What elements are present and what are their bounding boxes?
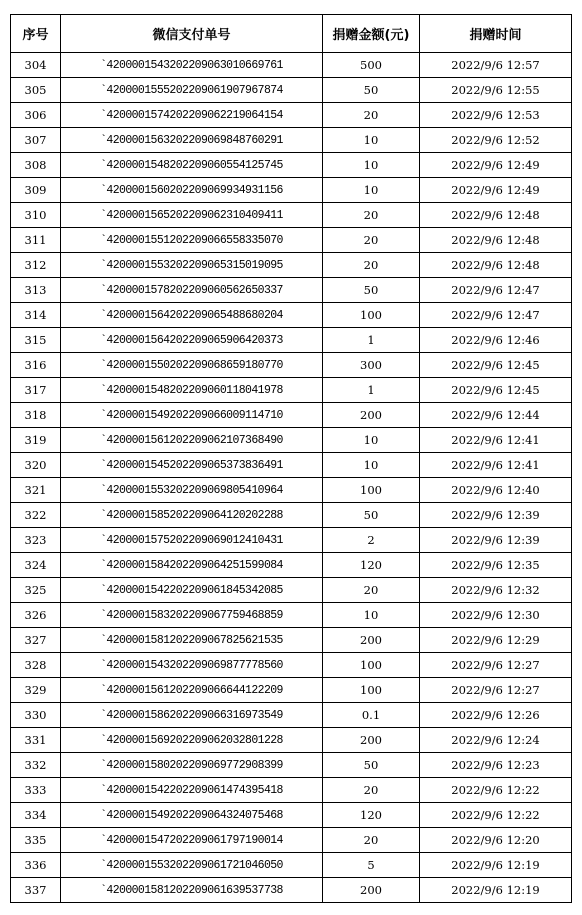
- cell-serial-number: 314: [11, 303, 61, 328]
- table-row: [11, 653, 572, 678]
- table-row: [11, 628, 572, 653]
- cell-order-number: `4200001586202209066316973549: [61, 703, 323, 728]
- cell-serial-number: 323: [11, 528, 61, 553]
- cell-serial-number: 325: [11, 578, 61, 603]
- cell-time: 2022/9/6 12:26: [420, 703, 572, 728]
- cell-time: 2022/9/6 12:57: [420, 53, 572, 78]
- cell-order-number: `4200001542202209061474395418: [61, 778, 323, 803]
- cell-serial-number: 324: [11, 553, 61, 578]
- cell-order-number: `4200001564202209065906420373: [61, 328, 323, 353]
- cell-order-number: `4200001550202209068659180770: [61, 353, 323, 378]
- cell-amount: 10: [323, 428, 420, 453]
- header-serial-number: 序号: [11, 15, 61, 53]
- table-row: [11, 753, 572, 778]
- cell-order-number: `4200001585202209064120202288: [61, 503, 323, 528]
- cell-order-number: `4200001555202209061907967874: [61, 78, 323, 103]
- cell-time: 2022/9/6 12:35: [420, 553, 572, 578]
- table-row: [11, 178, 572, 203]
- cell-order-number: `4200001560202209069934931156: [61, 178, 323, 203]
- cell-time: 2022/9/6 12:32: [420, 578, 572, 603]
- table-row: [11, 428, 572, 453]
- cell-order-number: `4200001545202209065373836491: [61, 453, 323, 478]
- cell-amount: 100: [323, 678, 420, 703]
- table-row: [11, 528, 572, 553]
- cell-time: 2022/9/6 12:48: [420, 228, 572, 253]
- cell-time: 2022/9/6 12:45: [420, 378, 572, 403]
- cell-time: 2022/9/6 12:19: [420, 853, 572, 878]
- cell-time: 2022/9/6 12:27: [420, 653, 572, 678]
- cell-amount: 20: [323, 778, 420, 803]
- table-row: [11, 303, 572, 328]
- cell-amount: 50: [323, 78, 420, 103]
- table-row: [11, 503, 572, 528]
- cell-serial-number: 334: [11, 803, 61, 828]
- cell-time: 2022/9/6 12:23: [420, 753, 572, 778]
- cell-order-number: `4200001575202209069012410431: [61, 528, 323, 553]
- table-row: [11, 253, 572, 278]
- cell-amount: 200: [323, 878, 420, 903]
- cell-time: 2022/9/6 12:48: [420, 253, 572, 278]
- cell-amount: 2: [323, 528, 420, 553]
- table-row: [11, 128, 572, 153]
- table-row: [11, 228, 572, 253]
- table-row: [11, 328, 572, 353]
- table-row: [11, 878, 572, 903]
- table-row: [11, 703, 572, 728]
- cell-order-number: `4200001565202209062310409411: [61, 203, 323, 228]
- cell-time: 2022/9/6 12:24: [420, 728, 572, 753]
- cell-time: 2022/9/6 12:53: [420, 103, 572, 128]
- cell-serial-number: 309: [11, 178, 61, 203]
- cell-time: 2022/9/6 12:41: [420, 428, 572, 453]
- cell-order-number: `4200001581202209067825621535: [61, 628, 323, 653]
- cell-amount: 10: [323, 128, 420, 153]
- cell-serial-number: 316: [11, 353, 61, 378]
- cell-order-number: `4200001548202209060118041978: [61, 378, 323, 403]
- cell-amount: 300: [323, 353, 420, 378]
- cell-amount: 50: [323, 278, 420, 303]
- cell-order-number: `4200001548202209060554125745: [61, 153, 323, 178]
- cell-serial-number: 318: [11, 403, 61, 428]
- cell-amount: 20: [323, 228, 420, 253]
- cell-time: 2022/9/6 12:22: [420, 778, 572, 803]
- cell-amount: 0.1: [323, 703, 420, 728]
- table-header-row: [11, 15, 572, 53]
- cell-order-number: `4200001583202209067759468859: [61, 603, 323, 628]
- table-row: [11, 578, 572, 603]
- cell-order-number: `4200001581202209061639537738: [61, 878, 323, 903]
- table-row: [11, 353, 572, 378]
- table-row: [11, 53, 572, 78]
- cell-serial-number: 335: [11, 828, 61, 853]
- cell-order-number: `4200001564202209065488680204: [61, 303, 323, 328]
- cell-serial-number: 330: [11, 703, 61, 728]
- cell-time: 2022/9/6 12:49: [420, 153, 572, 178]
- table-row: [11, 203, 572, 228]
- cell-serial-number: 312: [11, 253, 61, 278]
- cell-order-number: `4200001549202209066009114710: [61, 403, 323, 428]
- table-body: [11, 53, 572, 903]
- cell-amount: 500: [323, 53, 420, 78]
- table-row: [11, 803, 572, 828]
- cell-amount: 1: [323, 378, 420, 403]
- cell-amount: 120: [323, 553, 420, 578]
- cell-amount: 200: [323, 728, 420, 753]
- cell-time: 2022/9/6 12:22: [420, 803, 572, 828]
- cell-serial-number: 337: [11, 878, 61, 903]
- cell-serial-number: 321: [11, 478, 61, 503]
- cell-amount: 10: [323, 453, 420, 478]
- table-row: [11, 278, 572, 303]
- cell-serial-number: 322: [11, 503, 61, 528]
- cell-amount: 20: [323, 828, 420, 853]
- cell-order-number: `4200001569202209062032801228: [61, 728, 323, 753]
- cell-amount: 20: [323, 578, 420, 603]
- cell-time: 2022/9/6 12:39: [420, 503, 572, 528]
- cell-amount: 200: [323, 403, 420, 428]
- cell-amount: 50: [323, 753, 420, 778]
- table-row: [11, 553, 572, 578]
- cell-serial-number: 313: [11, 278, 61, 303]
- cell-amount: 100: [323, 478, 420, 503]
- table-row: [11, 403, 572, 428]
- donation-table: [10, 14, 572, 903]
- cell-serial-number: 308: [11, 153, 61, 178]
- table-row: [11, 103, 572, 128]
- cell-amount: 200: [323, 628, 420, 653]
- cell-order-number: `4200001578202209060562650337: [61, 278, 323, 303]
- header-donation-amount: 捐赠金额(元): [323, 15, 420, 53]
- table-row: [11, 478, 572, 503]
- cell-order-number: `4200001547202209061797190014: [61, 828, 323, 853]
- cell-order-number: `4200001549202209064324075468: [61, 803, 323, 828]
- cell-serial-number: 307: [11, 128, 61, 153]
- cell-time: 2022/9/6 12:45: [420, 353, 572, 378]
- cell-amount: 100: [323, 653, 420, 678]
- cell-time: 2022/9/6 12:46: [420, 328, 572, 353]
- cell-time: 2022/9/6 12:30: [420, 603, 572, 628]
- cell-serial-number: 336: [11, 853, 61, 878]
- cell-order-number: `4200001553202209061721046050: [61, 853, 323, 878]
- cell-order-number: `4200001551202209066558335070: [61, 228, 323, 253]
- cell-time: 2022/9/6 12:40: [420, 478, 572, 503]
- cell-serial-number: 305: [11, 78, 61, 103]
- cell-amount: 10: [323, 603, 420, 628]
- cell-time: 2022/9/6 12:47: [420, 303, 572, 328]
- cell-time: 2022/9/6 12:20: [420, 828, 572, 853]
- cell-amount: 10: [323, 153, 420, 178]
- cell-time: 2022/9/6 12:48: [420, 203, 572, 228]
- cell-time: 2022/9/6 12:27: [420, 678, 572, 703]
- cell-serial-number: 311: [11, 228, 61, 253]
- cell-time: 2022/9/6 12:52: [420, 128, 572, 153]
- cell-order-number: `4200001553202209069805410964: [61, 478, 323, 503]
- cell-serial-number: 328: [11, 653, 61, 678]
- cell-amount: 20: [323, 203, 420, 228]
- cell-time: 2022/9/6 12:19: [420, 878, 572, 903]
- table-row: [11, 603, 572, 628]
- cell-amount: 5: [323, 853, 420, 878]
- cell-serial-number: 317: [11, 378, 61, 403]
- cell-time: 2022/9/6 12:49: [420, 178, 572, 203]
- cell-order-number: `4200001580202209069772908399: [61, 753, 323, 778]
- table-row: [11, 453, 572, 478]
- cell-amount: 10: [323, 178, 420, 203]
- header-wechat-order-number: 微信支付单号: [61, 15, 323, 53]
- table-row: [11, 678, 572, 703]
- cell-order-number: `4200001542202209061845342085: [61, 578, 323, 603]
- table-row: [11, 778, 572, 803]
- cell-time: 2022/9/6 12:41: [420, 453, 572, 478]
- cell-time: 2022/9/6 12:55: [420, 78, 572, 103]
- header-donation-time: 捐赠时间: [420, 15, 572, 53]
- cell-order-number: `4200001543202209069877778560: [61, 653, 323, 678]
- cell-serial-number: 306: [11, 103, 61, 128]
- cell-serial-number: 331: [11, 728, 61, 753]
- table-row: [11, 853, 572, 878]
- cell-amount: 50: [323, 503, 420, 528]
- cell-order-number: `4200001543202209063010669761: [61, 53, 323, 78]
- table-row: [11, 828, 572, 853]
- cell-serial-number: 332: [11, 753, 61, 778]
- cell-amount: 120: [323, 803, 420, 828]
- table-row: [11, 153, 572, 178]
- cell-amount: 20: [323, 103, 420, 128]
- cell-time: 2022/9/6 12:39: [420, 528, 572, 553]
- cell-amount: 20: [323, 253, 420, 278]
- cell-serial-number: 310: [11, 203, 61, 228]
- cell-order-number: `4200001561202209062107368490: [61, 428, 323, 453]
- cell-amount: 100: [323, 303, 420, 328]
- table-row: [11, 78, 572, 103]
- cell-time: 2022/9/6 12:29: [420, 628, 572, 653]
- cell-order-number: `4200001553202209065315019095: [61, 253, 323, 278]
- cell-order-number: `4200001584202209064251599084: [61, 553, 323, 578]
- cell-serial-number: 320: [11, 453, 61, 478]
- cell-time: 2022/9/6 12:44: [420, 403, 572, 428]
- table-row: [11, 378, 572, 403]
- donation-table-container: [10, 14, 571, 903]
- cell-serial-number: 329: [11, 678, 61, 703]
- cell-amount: 1: [323, 328, 420, 353]
- cell-time: 2022/9/6 12:47: [420, 278, 572, 303]
- cell-order-number: `4200001563202209069848760291: [61, 128, 323, 153]
- cell-serial-number: 304: [11, 53, 61, 78]
- cell-serial-number: 315: [11, 328, 61, 353]
- cell-order-number: `4200001574202209062219064154: [61, 103, 323, 128]
- cell-serial-number: 333: [11, 778, 61, 803]
- cell-serial-number: 326: [11, 603, 61, 628]
- table-row: [11, 728, 572, 753]
- cell-order-number: `4200001561202209066644122209: [61, 678, 323, 703]
- cell-serial-number: 327: [11, 628, 61, 653]
- cell-serial-number: 319: [11, 428, 61, 453]
